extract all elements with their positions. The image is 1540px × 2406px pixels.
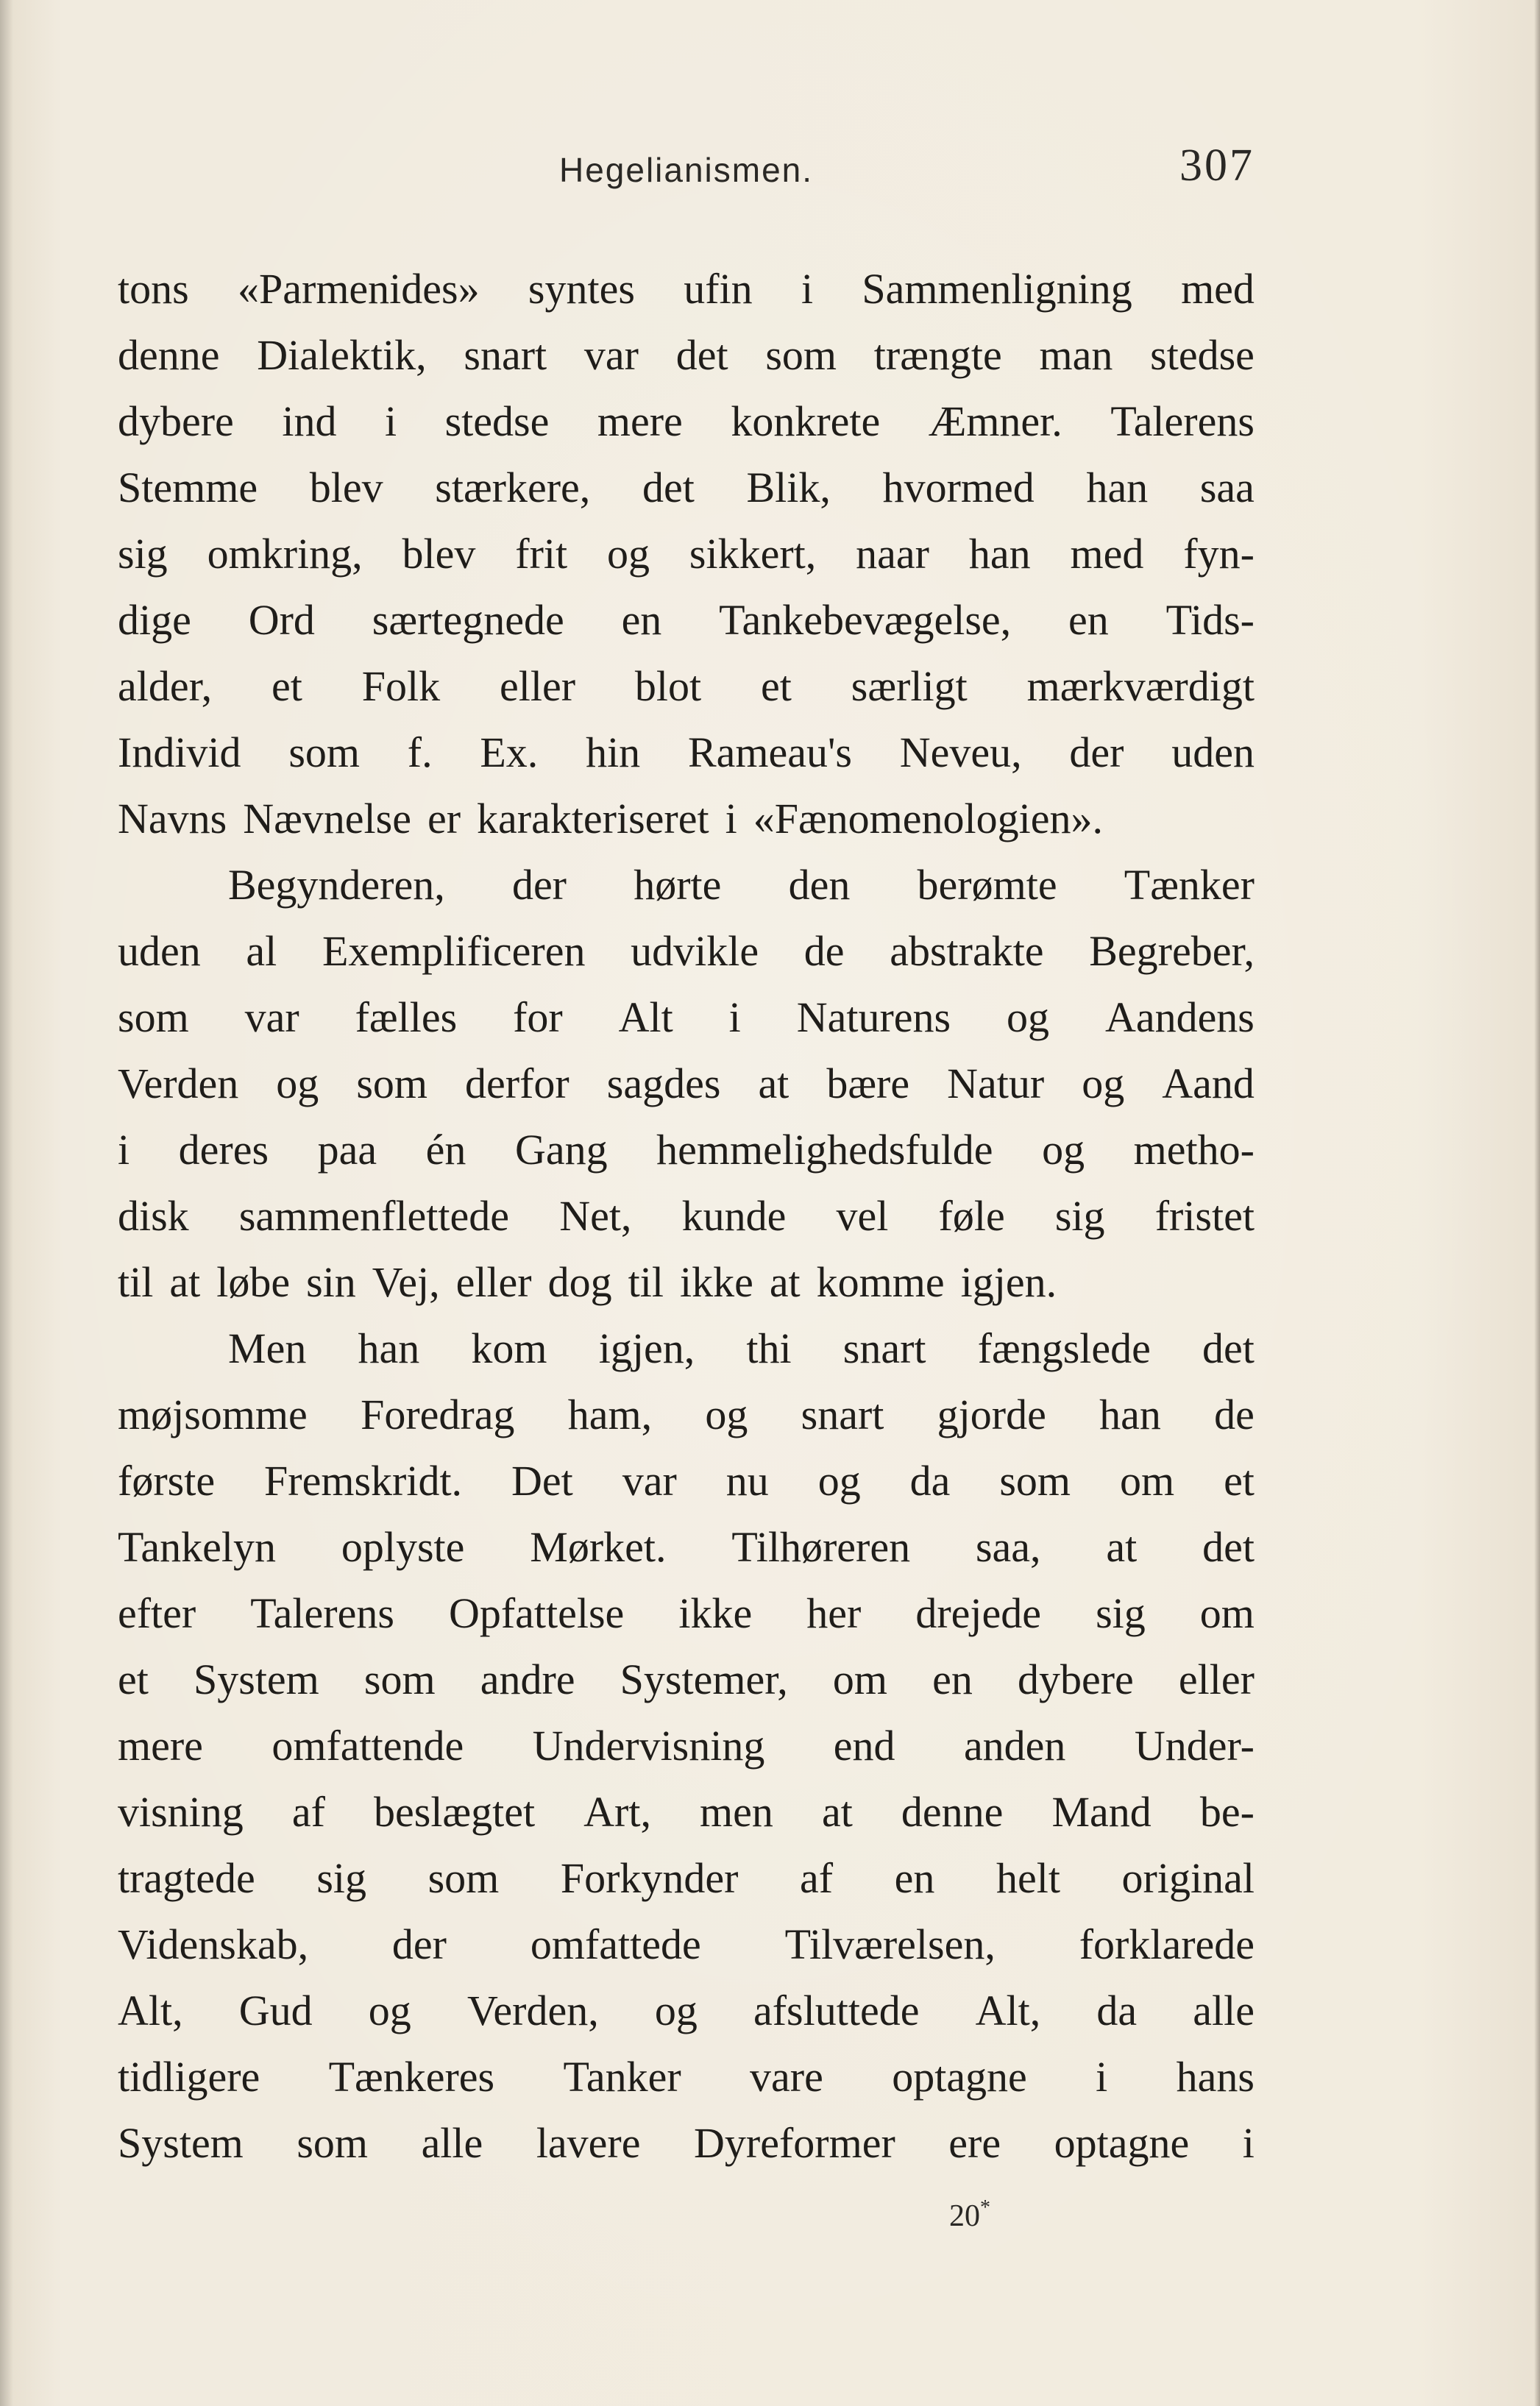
word: er [427, 795, 461, 842]
word: stærkere, [435, 464, 591, 511]
word: trængte [873, 331, 1002, 379]
word: føle [938, 1192, 1005, 1240]
word: blot [634, 662, 702, 710]
text-line [118, 1845, 1255, 1912]
text-line [118, 1647, 1255, 1713]
word: Æmner. [928, 397, 1062, 445]
word: tidligere [118, 2053, 260, 2101]
spine-shadow [0, 0, 13, 2406]
word: denne [901, 1788, 1004, 1836]
word: at [821, 1788, 853, 1836]
word: eller [500, 662, 576, 710]
word: som [356, 1060, 428, 1107]
word: Gud [238, 1987, 313, 2034]
text-line [118, 653, 1255, 720]
word: der [1069, 728, 1124, 776]
word: helt [996, 1854, 1060, 1902]
word: forklarede [1079, 1920, 1255, 1968]
word: det [1202, 1523, 1255, 1571]
word: særligt [851, 662, 968, 710]
word: alle [1193, 1987, 1255, 2034]
word: af [800, 1854, 834, 1902]
word: Systemer, [620, 1656, 788, 1703]
text-line [118, 1316, 1255, 1382]
text-line [118, 388, 1255, 455]
word: i [384, 397, 397, 445]
word: Art, [583, 1788, 651, 1836]
word: første [118, 1457, 216, 1505]
word: Vej, [372, 1258, 440, 1306]
word: sagdes [606, 1060, 721, 1107]
word: blev [309, 464, 383, 511]
signature-number: 20 [949, 2199, 980, 2233]
word: i [118, 1126, 130, 1174]
word: Navns [118, 795, 227, 842]
word: fængslede [977, 1324, 1151, 1372]
word: kunde [681, 1192, 787, 1240]
word: mærkværdigt [1026, 662, 1255, 710]
text-line [118, 720, 1255, 786]
word: original [1121, 1854, 1255, 1902]
text-line [118, 1514, 1255, 1580]
word: paa [317, 1126, 377, 1174]
word: syntes [528, 265, 635, 313]
signature-star: * [980, 2196, 990, 2219]
text-line [118, 256, 1255, 322]
word: tragtede [118, 1854, 255, 1902]
word: Verden, [466, 1987, 599, 2034]
word: vare [750, 2053, 823, 2101]
word: i [801, 265, 814, 313]
word: deres [178, 1126, 269, 1174]
text-line [118, 852, 1255, 918]
word: Mørket. [530, 1523, 667, 1571]
word: men [700, 1788, 773, 1836]
word: det [1202, 1324, 1255, 1372]
word: dige [118, 596, 191, 644]
text-line [118, 455, 1255, 521]
word: Tilværelsen, [784, 1920, 996, 1968]
word: dybere [118, 397, 234, 445]
word: Fremskridt. [264, 1457, 463, 1505]
word: uden [1171, 728, 1255, 776]
text-line [118, 1249, 1255, 1316]
word: fristet [1154, 1192, 1255, 1240]
word: ikke [678, 1589, 753, 1637]
text-line [118, 1978, 1255, 2044]
word: med [1181, 265, 1255, 313]
word: optagne [1054, 2119, 1190, 2167]
word: og [276, 1060, 319, 1107]
word: og [607, 530, 650, 578]
text-line [118, 1448, 1255, 1514]
word: eller [455, 1258, 532, 1306]
word: hin [586, 728, 641, 776]
word: den [788, 861, 851, 909]
word: beslægtet [374, 1788, 536, 1836]
word: Net, [559, 1192, 632, 1240]
text-line [118, 1912, 1255, 1978]
running-title: Hegelianismen. [558, 151, 814, 189]
word: Tankelyn [118, 1523, 276, 1571]
word: Undervisning [532, 1722, 765, 1770]
word: én [425, 1126, 466, 1174]
word: Stemme [118, 464, 258, 511]
word: han [358, 1324, 420, 1372]
word: Tanker [563, 2053, 681, 2101]
word: da [909, 1457, 951, 1505]
word: Gang [514, 1126, 608, 1174]
word: stedse [1150, 331, 1255, 379]
word: komme [816, 1258, 945, 1306]
text-line [118, 786, 1255, 852]
word: et [118, 1656, 149, 1703]
word: be- [1199, 1788, 1255, 1836]
word: alle [421, 2119, 483, 2167]
word: metho- [1133, 1126, 1255, 1174]
word: Rameau's [687, 728, 853, 776]
word: Blik, [746, 464, 831, 511]
word: eller [1178, 1656, 1255, 1703]
word: det [642, 464, 695, 511]
word: at [758, 1060, 789, 1107]
word: Alt, [118, 1987, 183, 2034]
word: og [368, 1987, 411, 2034]
word: fyn- [1183, 530, 1255, 578]
word: sig [1054, 1192, 1105, 1240]
word: sammenflettede [238, 1192, 510, 1240]
word: som [427, 1854, 500, 1902]
word: Begreber, [1089, 927, 1255, 975]
word: uden [118, 927, 201, 975]
word: drejede [915, 1589, 1042, 1637]
word: det [675, 331, 728, 379]
text-line [118, 984, 1255, 1051]
word: mere [597, 397, 683, 445]
word: Under- [1134, 1722, 1255, 1770]
page-edge [1534, 0, 1540, 2406]
word: Foredrag [361, 1391, 515, 1438]
word: at [769, 1258, 801, 1306]
word: sig [316, 1854, 367, 1902]
word: Dialektik, [257, 331, 427, 379]
word: i [725, 795, 737, 842]
word: Tids- [1165, 596, 1255, 644]
word: Exemplificeren [322, 927, 586, 975]
word: gjorde [937, 1391, 1046, 1438]
word: abstrakte [890, 927, 1044, 975]
word: her [806, 1589, 862, 1637]
text-line [118, 1779, 1255, 1845]
word: Forkynder [560, 1854, 739, 1902]
word: en [1068, 596, 1109, 644]
word: end [833, 1722, 895, 1770]
word: berømte [917, 861, 1057, 909]
word: ere [948, 2119, 1001, 2167]
word: Sammenligning [862, 265, 1132, 313]
word: han [968, 530, 1031, 578]
word: han [1086, 464, 1149, 511]
word: omkring, [207, 530, 363, 578]
word: en [932, 1656, 973, 1703]
word: visning [118, 1788, 244, 1836]
word: der [391, 1920, 447, 1968]
word: Talerens [1110, 397, 1255, 445]
word: Folk [361, 662, 441, 710]
word: Ord [248, 596, 315, 644]
word: sig [1096, 1589, 1146, 1637]
text-line [118, 322, 1255, 388]
word: igjen. [960, 1258, 1057, 1306]
text-line [118, 1183, 1255, 1249]
word: var [244, 993, 299, 1041]
word: der [511, 861, 567, 909]
word: dog [547, 1258, 612, 1306]
word: mere [118, 1722, 203, 1770]
word: snart [801, 1391, 884, 1438]
word: ufin [684, 265, 753, 313]
word: sin [306, 1258, 356, 1306]
word: med [1070, 530, 1144, 578]
word: de [803, 927, 845, 975]
word: saa [1199, 464, 1255, 511]
word: i [1242, 2119, 1255, 2167]
word: Det [511, 1457, 573, 1505]
word: som [363, 1656, 436, 1703]
word: vel [836, 1192, 889, 1240]
word: denne [118, 331, 220, 379]
word: da [1096, 1987, 1138, 2034]
word: Alt, [975, 1987, 1041, 2034]
text-line [118, 1051, 1255, 1117]
word: kom [471, 1324, 547, 1372]
word: igjen, [598, 1324, 695, 1372]
word: og [1007, 993, 1050, 1041]
word: en [894, 1854, 935, 1902]
word: som [118, 993, 189, 1041]
word: «Parmenides» [238, 265, 480, 313]
word: Verden [118, 1060, 239, 1107]
text-line [118, 2044, 1255, 2110]
word: af [291, 1788, 325, 1836]
page-number: 307 [1179, 141, 1255, 191]
word: løbe [216, 1258, 291, 1306]
word: og [705, 1391, 748, 1438]
word: Opfattelse [448, 1589, 625, 1637]
word: til [628, 1258, 664, 1306]
text-line [118, 1713, 1255, 1779]
word: et [1224, 1457, 1255, 1505]
word: Naturens [796, 993, 951, 1041]
word: «Fænomenologien». [753, 795, 1103, 842]
word: Begynderen, [228, 861, 445, 909]
word: naar [856, 530, 929, 578]
word: som [999, 1457, 1071, 1505]
word: til [118, 1258, 154, 1306]
word: nu [725, 1457, 769, 1505]
word: om [1119, 1457, 1175, 1505]
word: stedse [444, 397, 550, 445]
word: optagne [892, 2053, 1027, 2101]
word: Men [228, 1324, 307, 1372]
word: System [118, 2119, 244, 2167]
word: Nævnelse [243, 795, 411, 842]
word: og [1082, 1060, 1125, 1107]
word: thi [746, 1324, 792, 1372]
word: og [654, 1987, 698, 2034]
word: omfattede [530, 1920, 701, 1968]
word: en [621, 596, 662, 644]
word: møjsomme [118, 1391, 308, 1438]
word: alder, [118, 662, 213, 710]
page-header [118, 140, 1255, 206]
text-line [118, 1117, 1255, 1183]
word: hemmelighedsfulde [656, 1126, 993, 1174]
word: Tilhøreren [731, 1523, 911, 1571]
word: de [1214, 1391, 1255, 1438]
word: om [832, 1656, 887, 1703]
body-text [118, 256, 1255, 2176]
word: Tankebevægelse, [719, 596, 1012, 644]
word: f. [407, 728, 433, 776]
text-line [118, 587, 1255, 653]
word: Talerens [250, 1589, 394, 1637]
word: hans [1176, 2053, 1255, 2101]
word: Neveu, [899, 728, 1022, 776]
word: lavere [536, 2119, 641, 2167]
word: Aand [1162, 1060, 1255, 1107]
word: at [1106, 1523, 1138, 1571]
word: et [761, 662, 792, 710]
word: som [288, 728, 360, 776]
word: man [1039, 331, 1113, 379]
word: og [817, 1457, 861, 1505]
word: anden [963, 1722, 1066, 1770]
word: oplyste [341, 1523, 465, 1571]
word: al [246, 927, 277, 975]
word: blev [402, 530, 476, 578]
word: Aandens [1104, 993, 1255, 1041]
word: var [622, 1457, 677, 1505]
word: hørte [634, 861, 722, 909]
word: dybere [1017, 1656, 1134, 1703]
text-line [118, 1580, 1255, 1647]
word: i [1096, 2053, 1108, 2101]
text-line [118, 521, 1255, 587]
word: Mand [1051, 1788, 1152, 1836]
word: Videnskab, [118, 1920, 309, 1968]
word: Alt [618, 993, 673, 1041]
word: saa, [975, 1523, 1041, 1571]
word: ikke [679, 1258, 753, 1306]
word: efter [118, 1589, 196, 1637]
word: som [765, 331, 837, 379]
word: snart [464, 331, 547, 379]
word: andre [480, 1656, 575, 1703]
text-line [118, 918, 1255, 984]
word: omfattende [272, 1722, 464, 1770]
word: som [297, 2119, 369, 2167]
word: bære [826, 1060, 910, 1107]
word: udvikle [631, 927, 759, 975]
word: karakteriseret [477, 795, 709, 842]
word: ind [282, 397, 337, 445]
word: i [728, 993, 741, 1041]
word: konkrete [731, 397, 881, 445]
word: afsluttede [753, 1987, 920, 2034]
word: Tænkeres [328, 2053, 495, 2101]
word: om [1199, 1589, 1255, 1637]
text-line [118, 2110, 1255, 2176]
word: frit [515, 530, 568, 578]
word: sig [118, 530, 168, 578]
word: og [1042, 1126, 1085, 1174]
word: Ex. [480, 728, 539, 776]
word: Natur [947, 1060, 1045, 1107]
word: et [271, 662, 302, 710]
word: han [1099, 1391, 1161, 1438]
word: at [169, 1258, 201, 1306]
signature-mark [949, 2196, 990, 2234]
word: særtegnede [372, 596, 564, 644]
word: System [193, 1656, 319, 1703]
word: for [513, 993, 563, 1041]
word: ham, [567, 1391, 653, 1438]
word: Individ [118, 728, 241, 776]
word: Dyreformer [694, 2119, 895, 2167]
word: disk [118, 1192, 189, 1240]
word: derfor [465, 1060, 569, 1107]
word: snart [842, 1324, 926, 1372]
word: sikkert, [689, 530, 817, 578]
word: hvormed [882, 464, 1035, 511]
word: tons [118, 265, 189, 313]
word: Tænker [1124, 861, 1255, 909]
word: var [583, 331, 639, 379]
text-line [118, 1382, 1255, 1448]
word: fælles [355, 993, 458, 1041]
